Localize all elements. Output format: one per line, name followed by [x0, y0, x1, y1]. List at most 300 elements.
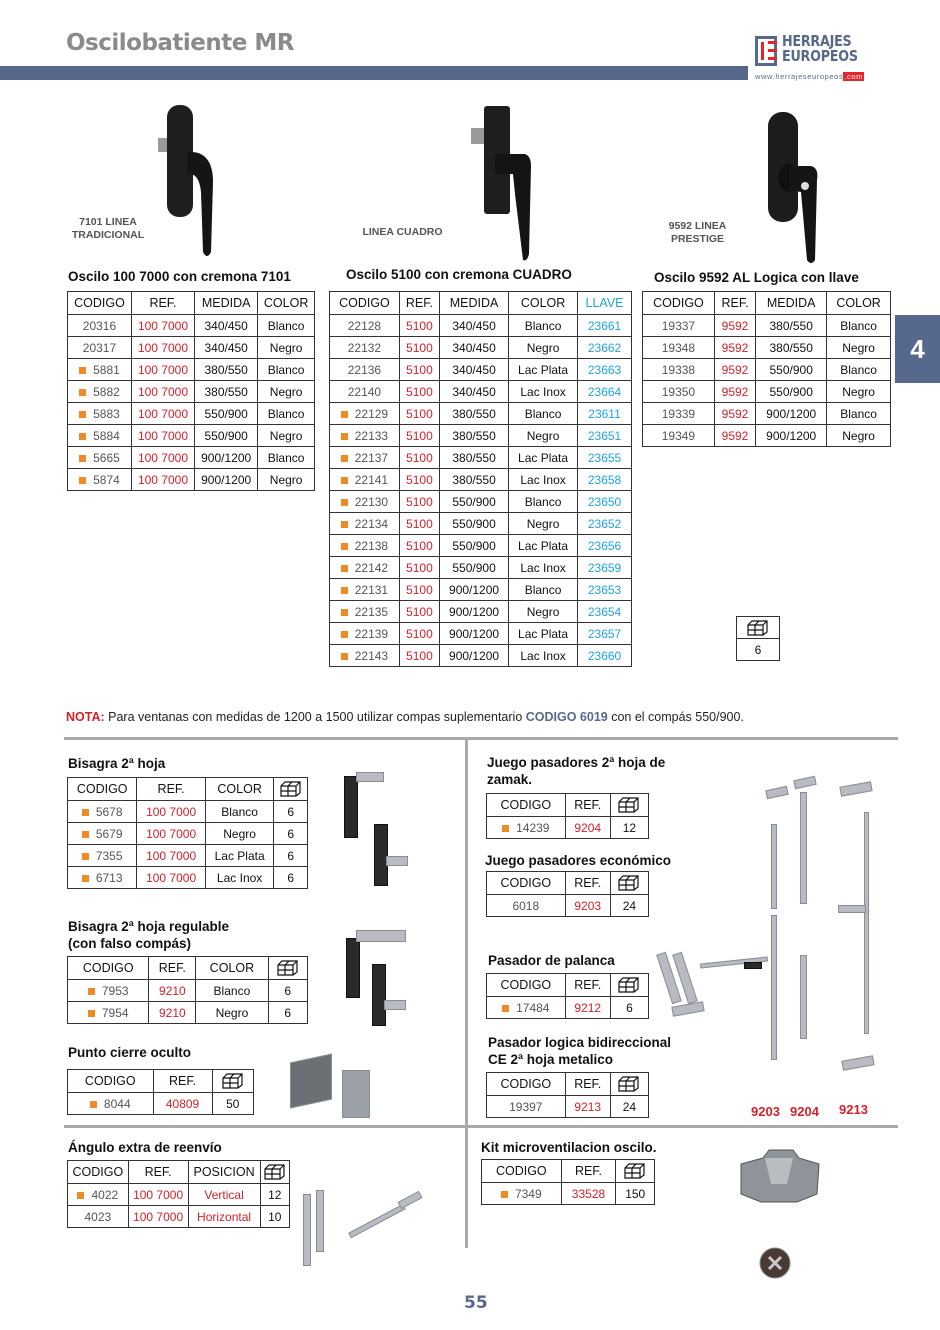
cell-codigo: [330, 491, 400, 513]
stock-marker-icon: [341, 543, 348, 550]
table-row: [487, 1096, 649, 1118]
cell-codigo: [68, 1002, 149, 1024]
col-codigo: CODIGO: [487, 974, 566, 997]
divider-vertical-upper: [465, 740, 468, 1125]
section-title-juego-economico: Juego pasadores económico: [485, 853, 672, 868]
stock-marker-icon: [82, 809, 89, 816]
cell-medida: 380/550: [440, 425, 509, 447]
col-ref: REF.: [565, 974, 610, 997]
logo-line1: HERRAJES: [782, 32, 852, 50]
logo-url-domain: www.herrajeseuropeos: [755, 72, 844, 81]
cell-color: Blanco: [509, 315, 578, 337]
cell-color: Negro: [509, 425, 578, 447]
codigo-value: 4023: [84, 1209, 112, 1224]
table-row: [330, 403, 632, 425]
table-row: [482, 1183, 655, 1205]
cell-codigo: [330, 381, 400, 403]
cell-codigo: [330, 403, 400, 425]
cell-color: Negro: [509, 601, 578, 623]
cell-medida: 380/550: [440, 469, 509, 491]
stock-marker-icon: [341, 499, 348, 506]
codigo-value: 5882: [93, 384, 120, 399]
cell-color: Lac Inox: [509, 381, 578, 403]
section-title-oscilo-9592: Oscilo 9592 AL Logica con llave: [654, 270, 859, 285]
cell-color: Blanco: [258, 447, 315, 469]
col-posicion: POSICION: [188, 1161, 260, 1184]
stock-marker-icon: [341, 455, 348, 462]
cell-medida: 380/550: [440, 447, 509, 469]
col-color: COLOR: [196, 957, 268, 980]
codigo-value: 22141: [354, 472, 389, 487]
col-box: [274, 778, 308, 801]
figure-label-9204: 9204: [790, 1104, 819, 1119]
cell-codigo: [643, 425, 715, 447]
cell-medida: 900/1200: [440, 579, 509, 601]
cell-llave: 23657: [578, 623, 632, 645]
table-row: [643, 425, 891, 447]
cell-medida: 380/550: [756, 315, 827, 337]
table-row: [330, 447, 632, 469]
cell-codigo: [330, 557, 400, 579]
codigo-value: 6018: [512, 898, 540, 913]
cell-medida: 380/550: [195, 381, 258, 403]
table-row: [330, 491, 632, 513]
title-line: CE 2ª hoja metalico: [488, 1052, 614, 1067]
bisagra-regulable-image-part: [356, 930, 406, 942]
cell-ref: 5100: [399, 557, 439, 579]
stock-marker-icon: [88, 988, 95, 995]
cell-codigo: [68, 337, 132, 359]
table-row: [330, 381, 632, 403]
handle-cuadro-image: [465, 104, 535, 264]
codigo-value: 22139: [354, 626, 389, 641]
cell-ref: 9592: [714, 381, 755, 403]
stock-marker-icon: [79, 389, 86, 396]
cell-ref: 40809: [153, 1093, 212, 1115]
col-medida: MEDIDA: [195, 292, 258, 315]
caption-line: PRESTIGE: [670, 233, 725, 245]
cell-codigo: [68, 980, 149, 1002]
table-row: [330, 315, 632, 337]
pasador-9204-bar: [800, 955, 807, 1039]
logo-line2: EUROPEOS: [782, 47, 858, 65]
cell-llave: 23652: [578, 513, 632, 535]
cell-codigo: [330, 469, 400, 491]
page-title: Oscilobatiente MR: [66, 30, 294, 56]
codigo-value: 19397: [509, 1099, 543, 1114]
stock-marker-icon: [79, 477, 86, 484]
table-row: [643, 381, 891, 403]
cell-codigo: [68, 469, 132, 491]
cell-ref: 5100: [399, 359, 439, 381]
col-ref: REF.: [565, 794, 610, 817]
cell-color: Blanco: [205, 801, 274, 823]
title-line: Pasador logica bidireccional: [488, 1035, 672, 1050]
cell-ref: 5100: [399, 381, 439, 403]
cell-codigo: [330, 513, 400, 535]
box-quantity-icon: [624, 1163, 646, 1179]
col-ref: REF.: [137, 778, 206, 801]
cell-llave: 23664: [578, 381, 632, 403]
box-quantity-icon: [264, 1164, 286, 1180]
title-line: Bisagra 2ª hoja regulable: [68, 919, 230, 934]
cell-ref: 9592: [714, 425, 755, 447]
cell-color: Negro: [258, 381, 315, 403]
cell-llave: 23663: [578, 359, 632, 381]
col-codigo: CODIGO: [68, 778, 137, 801]
section-title-oscilo-7101: Oscilo 100 7000 con cremona 7101: [68, 269, 291, 284]
table-row: [330, 645, 632, 667]
cell-medida: 380/550: [195, 359, 258, 381]
pasador-9203-bar: [771, 915, 777, 1060]
cell-medida: 550/900: [756, 359, 827, 381]
cell-ref: 5100: [399, 447, 439, 469]
col-ref: REF.: [714, 292, 755, 315]
caption-line: 7101 LINEA: [79, 216, 137, 228]
cell-qty: 6: [274, 823, 308, 845]
col-codigo: CODIGO: [330, 292, 400, 315]
cell-color: Negro: [509, 513, 578, 535]
cell-ref: 9592: [714, 337, 755, 359]
cell-llave: 23651: [578, 425, 632, 447]
cell-medida: 340/450: [195, 315, 258, 337]
stock-marker-icon: [77, 1192, 84, 1199]
stock-marker-icon: [82, 831, 89, 838]
cell-color: Lac Plata: [509, 447, 578, 469]
stock-marker-icon: [79, 433, 86, 440]
cell-codigo: [643, 381, 715, 403]
box-quantity-icon: [280, 781, 302, 797]
divider-vertical-lower: [465, 1128, 468, 1248]
cell-codigo: [643, 403, 715, 425]
cell-codigo: [487, 817, 566, 839]
bisagra-regulable-image-part: [346, 938, 360, 998]
pasador-image-part: [839, 781, 872, 796]
chapter-tab: 4: [895, 315, 940, 383]
col-box: [610, 974, 648, 997]
col-ref: REF.: [565, 872, 610, 895]
col-codigo: CODIGO: [68, 957, 149, 980]
stock-marker-icon: [79, 455, 86, 462]
cell-color: Negro: [258, 469, 315, 491]
box-quantity-icon: [618, 977, 640, 993]
cell-color: Negro: [205, 823, 274, 845]
cell-codigo: [68, 315, 132, 337]
cell-qty: 6: [610, 997, 648, 1019]
cell-codigo: [68, 823, 137, 845]
codigo-value: 7953: [101, 983, 129, 998]
table-row: [330, 425, 632, 447]
box-quantity-icon: [618, 875, 640, 891]
table-juego-economico: [486, 871, 649, 917]
cell-medida: 550/900: [440, 513, 509, 535]
cell-ref: 9592: [714, 315, 755, 337]
cell-ref: 9212: [565, 997, 610, 1019]
section-title-angulo: Ángulo extra de reenvío: [68, 1140, 222, 1155]
cell-codigo: [643, 337, 715, 359]
table-oscilo-9592: [642, 291, 891, 447]
stock-marker-icon: [341, 565, 348, 572]
cell-codigo: [330, 579, 400, 601]
cell-ref: 5100: [399, 601, 439, 623]
cell-color: Lac Inox: [509, 645, 578, 667]
codigo-value: 8044: [103, 1096, 131, 1111]
cell-llave: 23658: [578, 469, 632, 491]
cell-codigo: [68, 867, 137, 889]
box-header: [737, 617, 780, 639]
codigo-value: 22136: [347, 362, 382, 377]
cell-llave: 23611: [578, 403, 632, 425]
table-row: [68, 823, 308, 845]
divider-top: [64, 737, 898, 740]
cell-medida: 340/450: [195, 337, 258, 359]
col-codigo: CODIGO: [68, 1161, 129, 1184]
codigo-value: 19349: [661, 428, 696, 443]
table-row: [68, 845, 308, 867]
pasador-9204-bar: [800, 792, 807, 904]
codigo-value: 5881: [93, 362, 120, 377]
codigo-value: 5665: [93, 450, 120, 465]
cell-codigo: [330, 337, 400, 359]
codigo-value: 5679: [95, 826, 123, 841]
cell-codigo: [330, 623, 400, 645]
cell-medida: 900/1200: [756, 425, 827, 447]
stock-marker-icon: [341, 411, 348, 418]
cell-ref: 100 7000: [131, 315, 194, 337]
cell-medida: 550/900: [440, 491, 509, 513]
logo-url-tld: .com: [844, 72, 863, 81]
cell-color: Lac Plata: [509, 359, 578, 381]
cell-ref: 100 7000: [131, 469, 194, 491]
col-box: [610, 794, 648, 817]
codigo-value: 22128: [347, 318, 382, 333]
col-ref: REF.: [149, 957, 196, 980]
cell-color: Lac Plata: [509, 623, 578, 645]
screw-image: [758, 1246, 792, 1280]
table-punto-cierre: [67, 1069, 254, 1115]
codigo-value: 22132: [347, 340, 382, 355]
palanca-image-part: [671, 1001, 704, 1016]
cell-codigo: [330, 601, 400, 623]
page-number: 55: [464, 1293, 488, 1313]
codigo-value: 7954: [101, 1005, 129, 1020]
caption-line: 9592 LINEA: [668, 220, 727, 232]
cell-medida: 340/450: [440, 315, 509, 337]
cell-codigo: [330, 315, 400, 337]
codigo-value: 20317: [82, 340, 117, 355]
cell-qty: 6: [268, 980, 307, 1002]
codigo-value: 20316: [82, 318, 117, 333]
cell-color: Negro: [827, 425, 891, 447]
pasador-image-part: [841, 1055, 874, 1070]
stock-marker-icon: [341, 521, 348, 528]
figure-label-9203: 9203: [751, 1104, 780, 1119]
cell-color: Lac Inox: [509, 557, 578, 579]
stock-marker-icon: [90, 1101, 97, 1108]
cell-llave: 23650: [578, 491, 632, 513]
codigo-value: 22135: [354, 604, 389, 619]
table-row: [68, 801, 308, 823]
table-row: [330, 469, 632, 491]
cell-codigo: [68, 1093, 154, 1115]
stock-marker-icon: [341, 587, 348, 594]
cell-medida: 900/1200: [195, 447, 258, 469]
codigo-value: 17484: [516, 1000, 550, 1015]
cell-codigo: [487, 895, 566, 917]
stock-marker-icon: [82, 875, 89, 882]
cell-color: Negro: [827, 337, 891, 359]
cell-ref: 100 7000: [131, 337, 194, 359]
cell-codigo: [330, 447, 400, 469]
table-row: [330, 513, 632, 535]
logo-url: [755, 72, 864, 81]
cell-medida: 550/900: [195, 403, 258, 425]
codigo-value: 22134: [354, 516, 389, 531]
table-row: [68, 425, 315, 447]
cell-color: Negro: [509, 337, 578, 359]
cell-qty: 6: [274, 867, 308, 889]
cell-ref: 9203: [565, 895, 610, 917]
cell-qty: 12: [610, 817, 648, 839]
pasador-9213-lever: [838, 905, 866, 913]
cell-ref: 100 7000: [137, 845, 206, 867]
section-title-kit: Kit microventilacion oscilo.: [481, 1140, 657, 1155]
cell-llave: 23655: [578, 447, 632, 469]
col-ref: REF.: [565, 1073, 610, 1096]
cell-codigo: [330, 535, 400, 557]
codigo-value: 4022: [91, 1187, 119, 1202]
cell-qty: 6: [274, 801, 308, 823]
col-color: COLOR: [258, 292, 315, 315]
cell-codigo: [68, 1206, 129, 1228]
cell-medida: 380/550: [440, 403, 509, 425]
codigo-value: 22133: [354, 428, 389, 443]
handle-7101-image: [155, 102, 225, 262]
section-title-bisagra: Bisagra 2ª hoja: [68, 756, 166, 771]
cell-ref: 100 7000: [137, 801, 206, 823]
cell-medida: 900/1200: [195, 469, 258, 491]
table-row: [487, 895, 649, 917]
cell-ref: 100 7000: [131, 447, 194, 469]
col-ref: REF.: [131, 292, 194, 315]
angulo-image-part: [348, 1204, 406, 1238]
table-row: [68, 469, 315, 491]
table-row: [487, 997, 649, 1019]
cell-medida: 340/450: [440, 337, 509, 359]
table-kit: [481, 1159, 655, 1205]
col-box: [610, 1073, 648, 1096]
col-color: COLOR: [205, 778, 274, 801]
codigo-value: 19338: [661, 362, 696, 377]
table-pasador-palanca: [486, 973, 649, 1019]
angulo-image-part: [316, 1190, 324, 1252]
bisagra-regulable-image-part: [372, 964, 386, 1026]
cell-ref: 100 7000: [137, 823, 206, 845]
codigo-value: 19348: [661, 340, 696, 355]
box-qty: 6: [737, 639, 780, 661]
cell-ref: 100 7000: [128, 1206, 188, 1228]
cell-ref: 9592: [714, 359, 755, 381]
col-llave: LLAVE: [578, 292, 632, 315]
col-ref: REF.: [153, 1070, 212, 1093]
table-row: [330, 579, 632, 601]
cell-codigo: [68, 403, 132, 425]
logo-mark-icon: [755, 36, 777, 66]
table-row: [68, 1002, 308, 1024]
cell-ref: 5100: [399, 337, 439, 359]
cell-ref: 5100: [399, 315, 439, 337]
cell-qty: 150: [616, 1183, 655, 1205]
cell-codigo: [68, 425, 132, 447]
table-row: [68, 315, 315, 337]
table-row: [643, 315, 891, 337]
codigo-value: 22137: [354, 450, 389, 465]
stock-marker-icon: [341, 631, 348, 638]
cell-qty: 24: [610, 895, 648, 917]
table-row: [68, 337, 315, 359]
cell-llave: 23661: [578, 315, 632, 337]
col-ref: REF.: [128, 1161, 188, 1184]
cell-color: Blanco: [258, 359, 315, 381]
cell-ref: 100 7000: [131, 425, 194, 447]
table-row: [68, 359, 315, 381]
cell-ref: 9592: [714, 403, 755, 425]
stock-marker-icon: [502, 825, 509, 832]
cell-color: Blanco: [827, 403, 891, 425]
cell-ref: 100 7000: [131, 359, 194, 381]
logo-text: [782, 34, 858, 64]
section-title-pasador-palanca: Pasador de palanca: [488, 953, 615, 968]
table-oscilo-7101: [67, 291, 315, 491]
table-row: [330, 535, 632, 557]
section-title-bisagra-regulable: [68, 918, 229, 952]
codigo-value: 22138: [354, 538, 389, 553]
cell-llave: 23654: [578, 601, 632, 623]
col-box: [610, 872, 648, 895]
table-row: [643, 359, 891, 381]
table-row: [68, 403, 315, 425]
codigo-value: 22140: [347, 384, 382, 399]
table-row: [68, 1206, 290, 1228]
cell-llave: 23656: [578, 535, 632, 557]
col-box: [260, 1161, 289, 1184]
caption-line: TRADICIONAL: [71, 229, 145, 241]
handle-caption-cuadro: [355, 226, 450, 239]
header-bar: [0, 66, 748, 80]
caption-line: LINEA CUADRO: [362, 226, 443, 238]
stock-marker-icon: [341, 433, 348, 440]
cell-llave: 23653: [578, 579, 632, 601]
table-row: [68, 1184, 290, 1206]
cell-ref: 5100: [399, 623, 439, 645]
stock-marker-icon: [82, 853, 89, 860]
bisagra-image-part: [356, 772, 384, 782]
cell-medida: 340/450: [440, 381, 509, 403]
stock-marker-icon: [341, 477, 348, 484]
codigo-value: 5883: [93, 406, 120, 421]
table-row: [330, 557, 632, 579]
cell-ref: 5100: [399, 469, 439, 491]
cell-ref: 5100: [399, 513, 439, 535]
codigo-value: 7355: [95, 848, 123, 863]
cell-medida: 550/900: [440, 535, 509, 557]
cell-medida: 900/1200: [440, 601, 509, 623]
cell-medida: 900/1200: [440, 645, 509, 667]
section-title-oscilo-5100: Oscilo 5100 con cremona CUADRO: [346, 267, 572, 282]
cell-ref: 100 7000: [131, 403, 194, 425]
cell-color: Blanco: [509, 491, 578, 513]
cell-color: Blanco: [827, 315, 891, 337]
